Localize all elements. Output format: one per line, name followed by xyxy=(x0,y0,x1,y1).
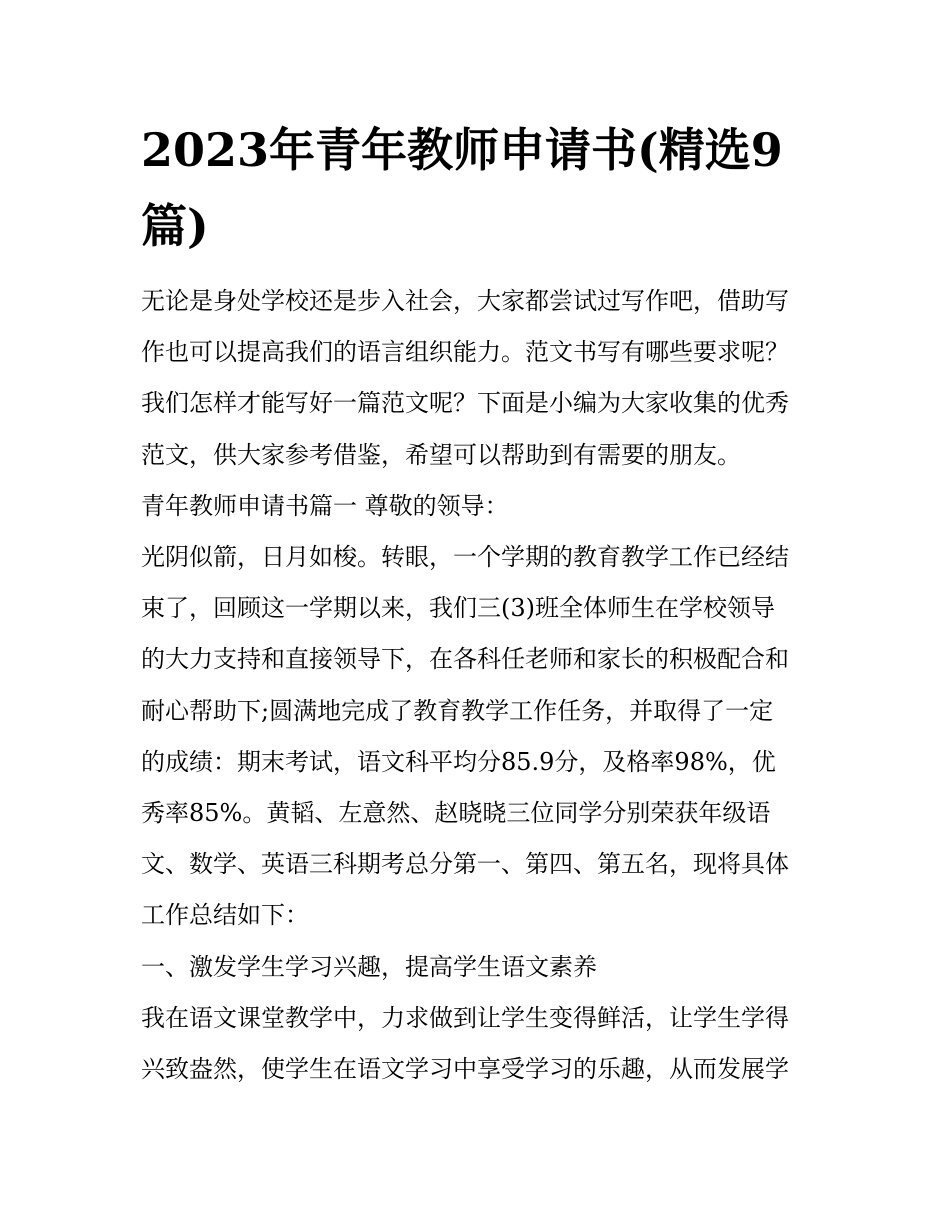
body-line: 作也可以提高我们的语言组织能力。范文书写有哪些要求呢？ xyxy=(141,338,789,367)
section-heading-line: 青年教师申请书篇一 尊敬的领导： xyxy=(141,491,509,520)
document-body xyxy=(141,276,821,1095)
body-line: 的大力支持和直接领导下，在各科任老师和家长的积极配合和 xyxy=(141,645,789,674)
body-line: 工作总结如下： xyxy=(141,901,309,930)
body-line: 耐心帮助下;圆满地完成了教育教学工作任务，并取得了一定 xyxy=(141,696,774,725)
body-line: 秀率85%。黄韬、左意然、赵晓晓三位同学分别荣获年级语 xyxy=(141,799,771,828)
body-line: 兴致盎然，使学生在语文学习中享受学习的乐趣，从而发展学 xyxy=(141,1055,789,1084)
body-line: 的成绩：期末考试，语文科平均分85.9分，及格率98%，优 xyxy=(141,747,776,776)
document-title-line-2: 篇) xyxy=(141,199,209,253)
body-line: 范文，供大家参考借鉴，希望可以帮助到有需要的朋友。 xyxy=(141,440,741,469)
body-line: 文、数学、英语三科期考总分第一、第四、第五名，现将具体 xyxy=(141,850,789,879)
body-line: 光阴似箭，日月如梭。转眼，一个学期的教育教学工作已经结 xyxy=(141,543,789,572)
document-title-line-1: 2023年青年教师申请书(精选9 xyxy=(141,123,783,177)
subsection-heading-line: 一、激发学生学习兴趣，提高学生语文素养 xyxy=(141,952,597,981)
document-title xyxy=(141,112,821,264)
body-line: 我在语文课堂教学中，力求做到让学生变得鲜活，让学生学得 xyxy=(141,1003,789,1032)
body-line: 束了，回顾这一学期以来，我们三(3)班全体师生在学校领导 xyxy=(141,594,775,623)
body-line: 无论是身处学校还是步入社会，大家都尝试过写作吧，借助写 xyxy=(141,287,789,315)
body-line: 我们怎样才能写好一篇范文呢？下面是小编为大家收集的优秀 xyxy=(141,389,789,418)
